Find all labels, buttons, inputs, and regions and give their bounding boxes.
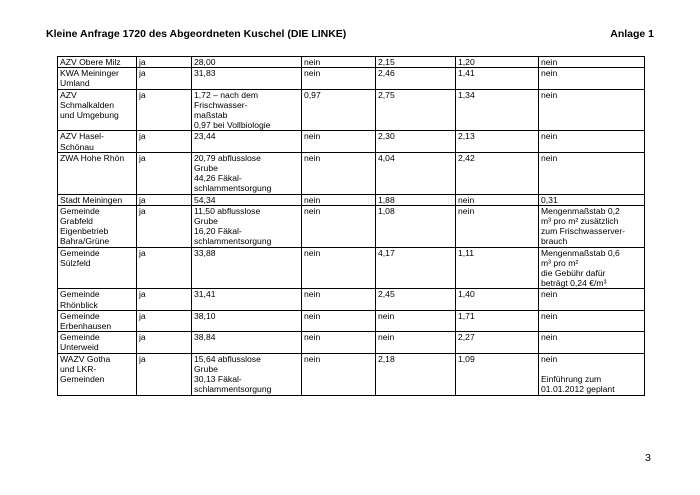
table-cell: 1,34 <box>456 89 539 131</box>
table-cell: nein <box>302 57 376 68</box>
table-cell: 2,45 <box>376 289 456 310</box>
table-cell: nein <box>539 57 645 68</box>
table-cell: nein <box>302 68 376 89</box>
table-cell: nein <box>456 205 539 247</box>
table-cell: nein Einführung zum 01.01.2012 geplant <box>539 353 645 395</box>
table-cell: 1,09 <box>456 353 539 395</box>
table-cell: Gemeinde Grabfeld Eigenbetrieb Bahra/Grüne <box>58 205 137 247</box>
table-cell: nein <box>302 131 376 152</box>
table-cell: ja <box>137 353 192 395</box>
table-cell: 1,88 <box>376 194 456 205</box>
table-cell: 28,00 <box>192 57 302 68</box>
table-cell: 2,15 <box>376 57 456 68</box>
table-cell: ja <box>137 289 192 310</box>
table-cell: nein <box>539 131 645 152</box>
table-cell: 4,04 <box>376 152 456 194</box>
table-cell: AZV Obere Milz <box>58 57 137 68</box>
table-cell: nein <box>456 194 539 205</box>
table-row <box>58 57 645 68</box>
table-cell: 2,18 <box>376 353 456 395</box>
table-cell: 2,75 <box>376 89 456 131</box>
table-cell: 4,17 <box>376 247 456 289</box>
table-cell: AZV Schmalkalden und Umgebung <box>58 89 137 131</box>
table-cell: nein <box>302 194 376 205</box>
page-header <box>46 28 654 40</box>
table-row <box>58 131 645 152</box>
table-cell: 2,27 <box>456 332 539 353</box>
table-body <box>58 57 645 396</box>
table-row <box>58 89 645 131</box>
table-cell: 2,46 <box>376 68 456 89</box>
table-cell: AZV Hasel- Schönau <box>58 131 137 152</box>
table-cell: Gemeinde Rhönblick <box>58 289 137 310</box>
table-cell: nein <box>302 205 376 247</box>
table-cell: KWA Meininger Umland <box>58 68 137 89</box>
table-cell: nein <box>376 310 456 331</box>
table-cell: nein <box>302 152 376 194</box>
table-cell: 0,31 <box>539 194 645 205</box>
table-cell: 1,20 <box>456 57 539 68</box>
table-cell: ja <box>137 89 192 131</box>
table-cell: 20,79 abflusslose Grube 44,26 Fäkal- schlammentsorgung <box>192 152 302 194</box>
table-cell: 2,30 <box>376 131 456 152</box>
table-cell: 31,83 <box>192 68 302 89</box>
table-cell: nein <box>376 332 456 353</box>
fee-table <box>57 56 645 396</box>
table-row <box>58 353 645 395</box>
table-cell: Mengenmaßstab 0,2 m³ pro m² zusätzlich zum Frischwasserver- brauch <box>539 205 645 247</box>
annex-label: Anlage 1 <box>610 28 654 40</box>
table-cell: nein <box>302 332 376 353</box>
table-row <box>58 289 645 310</box>
table-cell: 1,08 <box>376 205 456 247</box>
table-cell: ZWA Hohe Rhön <box>58 152 137 194</box>
table-cell: 15,64 abflusslose Grube 30,13 Fäkal- schlammentsorgung <box>192 353 302 395</box>
table-cell: nein <box>539 310 645 331</box>
table-row <box>58 194 645 205</box>
table-cell: 1,71 <box>456 310 539 331</box>
table-cell: Gemeinde Sülzfeld <box>58 247 137 289</box>
table-cell: ja <box>137 57 192 68</box>
table-cell: 1,41 <box>456 68 539 89</box>
table-cell: 2,13 <box>456 131 539 152</box>
table-cell: nein <box>302 310 376 331</box>
table-cell: WAZV Gotha und LKR- Gemeinden <box>58 353 137 395</box>
table-cell: 54,34 <box>192 194 302 205</box>
table-cell: 31,41 <box>192 289 302 310</box>
table-cell: 23,44 <box>192 131 302 152</box>
table-cell: nein <box>539 289 645 310</box>
table-cell: ja <box>137 205 192 247</box>
table-cell: 0,97 <box>302 89 376 131</box>
table-cell: 38,84 <box>192 332 302 353</box>
table-row <box>58 68 645 89</box>
table-cell: ja <box>137 131 192 152</box>
table-cell: 38,10 <box>192 310 302 331</box>
table-cell: ja <box>137 194 192 205</box>
table-cell: ja <box>137 310 192 331</box>
table-cell: ja <box>137 247 192 289</box>
table-cell: nein <box>302 289 376 310</box>
table-cell: 2,42 <box>456 152 539 194</box>
table-cell: nein <box>539 332 645 353</box>
table-cell: Gemeinde Erbenhausen <box>58 310 137 331</box>
table-row <box>58 205 645 247</box>
table-cell: 33,88 <box>192 247 302 289</box>
table-cell: nein <box>302 247 376 289</box>
page-number: 3 <box>645 452 651 464</box>
table-cell: 1,40 <box>456 289 539 310</box>
table-cell: nein <box>539 152 645 194</box>
table-cell: nein <box>302 353 376 395</box>
table-cell: nein <box>539 89 645 131</box>
table-cell: Stadt Meiningen <box>58 194 137 205</box>
table-cell: 11,50 abflusslose Grube 16,20 Fäkal- schlammentsorgung <box>192 205 302 247</box>
table-cell: Mengenmaßstab 0,6 m³ pro m² die Gebühr dafür beträgt 0,24 €/m³ <box>539 247 645 289</box>
document-title: Kleine Anfrage 1720 des Abgeordneten Kuschel (DIE LINKE) <box>46 28 347 40</box>
table-row <box>58 332 645 353</box>
table-cell: 1,11 <box>456 247 539 289</box>
table-row <box>58 152 645 194</box>
table-row <box>58 310 645 331</box>
table-cell: nein <box>539 68 645 89</box>
table-row <box>58 247 645 289</box>
table-cell: ja <box>137 152 192 194</box>
table-cell: ja <box>137 68 192 89</box>
table-cell: Gemeinde Unterweid <box>58 332 137 353</box>
table-cell: ja <box>137 332 192 353</box>
table-cell: 1,72 – nach dem Frischwasser- maßstab 0,97 bei Vollbiologie <box>192 89 302 131</box>
